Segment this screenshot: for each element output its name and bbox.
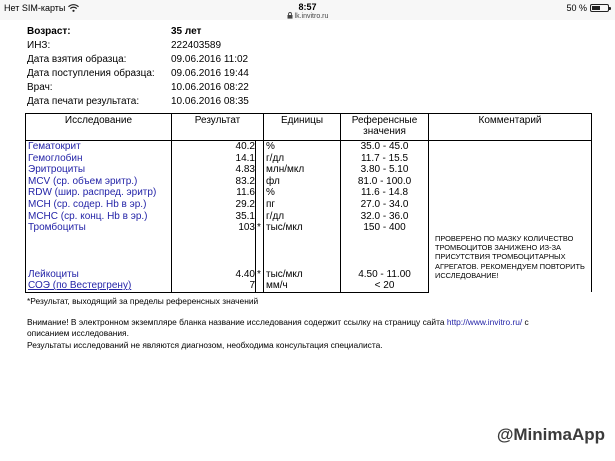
result-flag (256, 257, 264, 269)
header-result: Результат (172, 114, 264, 141)
reference-range: 27.0 - 34.0 (341, 199, 429, 211)
test-name[interactable]: СОЭ (по Вестергрену) (26, 280, 172, 292)
result-value: 40.2 (172, 141, 256, 153)
test-name[interactable]: RDW (шир. распред. эритр) (26, 187, 172, 199)
reference-range: 11.7 - 15.5 (341, 153, 429, 165)
test-name (26, 234, 172, 246)
result-flag (256, 153, 264, 165)
result-value: 11.6 (172, 187, 256, 199)
result-value (172, 257, 256, 269)
lab-report-page (0, 20, 615, 461)
result-flag (256, 234, 264, 246)
notice-suffix: с описанием исследования. (27, 317, 529, 338)
test-name (26, 245, 172, 257)
unit-value: г/дл (264, 153, 341, 165)
result-flag (256, 141, 264, 153)
result-flag: * (256, 269, 264, 281)
result-flag (256, 280, 264, 292)
unit-value: пг (264, 199, 341, 211)
doctor-label: Врач: (27, 82, 53, 93)
notice-prefix: Внимание! В электронном экземпляре бланка название исследования содержит ссылку на страницу сайта (27, 317, 447, 327)
header-reference: Референсные значения (341, 114, 429, 141)
unit-value: фл (264, 176, 341, 188)
result-value: 29.2 (172, 199, 256, 211)
doctor-value: 10.06.2016 08:22 (171, 82, 249, 93)
reference-range: 32.0 - 36.0 (341, 211, 429, 223)
unit-value (264, 245, 341, 257)
test-name[interactable]: Гемоглобин (26, 153, 172, 165)
print-date-label: Дата печати результата: (27, 96, 140, 107)
inz-label: ИНЗ: (27, 40, 51, 51)
battery-percent: 50 % (566, 3, 587, 13)
test-name[interactable]: Гематокрит (26, 141, 172, 153)
results-body (26, 141, 592, 293)
unit-value (264, 234, 341, 246)
sample-received-label: Дата поступления образца: (27, 68, 155, 79)
result-value (172, 234, 256, 246)
clock: 8:57 (298, 2, 317, 12)
result-flag (256, 176, 264, 188)
result-flag: * (256, 222, 264, 234)
table-header-row (26, 114, 592, 141)
status-right (566, 3, 609, 13)
footnote: *Результат, выходящий за пределы референсных значений (27, 296, 259, 306)
test-name[interactable]: Эритроциты (26, 164, 172, 176)
result-flag (256, 164, 264, 176)
carrier-label: Нет SIM-карты (4, 3, 66, 13)
result-value (172, 245, 256, 257)
reference-range: 3.80 - 5.10 (341, 164, 429, 176)
result-flag (256, 245, 264, 257)
age-value: 35 лет (171, 26, 202, 37)
status-bar (0, 0, 615, 20)
result-flag (256, 187, 264, 199)
url-text: lk.invitro.ru (294, 13, 329, 20)
unit-value: тыс/мкл (264, 222, 341, 234)
notice (27, 317, 572, 338)
result-value: 14.1 (172, 153, 256, 165)
header-comment: Комментарий (429, 114, 592, 141)
reference-range: 35.0 - 45.0 (341, 141, 429, 153)
result-value: 4.83 (172, 164, 256, 176)
reference-range: 81.0 - 100.0 (341, 176, 429, 188)
test-name[interactable]: MCV (ср. объем эритр.) (26, 176, 172, 188)
header-test: Исследование (26, 114, 172, 141)
result-value: 7 (172, 280, 256, 292)
result-value: 103 (172, 222, 256, 234)
reference-range (341, 234, 429, 246)
inz-value: 222403589 (171, 40, 222, 51)
reference-range: < 20 (341, 280, 429, 292)
sample-taken-value: 09.06.2016 11:02 (171, 54, 249, 65)
result-flag (256, 211, 264, 223)
unit-value: млн/мкл (264, 164, 341, 176)
test-name[interactable]: MCHC (ср. конц. Hb в эр.) (26, 211, 172, 223)
comment-cell: ПРОВЕРЕНО ПО МАЗКУ КОЛИЧЕСТВО ТРОМБОЦИТОВ ЗАНИЖЕНО ИЗ-ЗА ПРИСУТСТВИЯ ТРОМБОЦИТАРНЫХ АГРЕГАТОВ. РЕКОМЕНДУЕМ ПОВТОРИТЬ ИССЛЕДОВАНИЕ! (429, 141, 592, 293)
reference-range: 150 - 400 (341, 222, 429, 234)
battery-level (592, 6, 600, 10)
reference-range (341, 257, 429, 269)
header-units: Единицы (264, 114, 341, 141)
unit-value: мм/ч (264, 280, 341, 292)
reference-range: 4.50 - 11.00 (341, 269, 429, 281)
result-value: 4.40 (172, 269, 256, 281)
result-flag (256, 199, 264, 211)
results-table (25, 113, 592, 293)
reference-range (341, 245, 429, 257)
table-row (26, 141, 592, 153)
test-name[interactable]: Лейкоциты (26, 269, 172, 281)
lock-icon (287, 12, 293, 19)
sample-received-value: 09.06.2016 19:44 (171, 68, 249, 79)
invitro-link[interactable]: http://www.invitro.ru/ (446, 317, 523, 327)
unit-value: тыс/мкл (264, 269, 341, 281)
result-value: 35.1 (172, 211, 256, 223)
result-value: 83.2 (172, 176, 256, 188)
battery-icon (590, 4, 609, 12)
watermark: @MinimaApp (496, 425, 605, 444)
reference-range: 11.6 - 14.8 (341, 187, 429, 199)
print-date-value: 10.06.2016 08:35 (171, 96, 249, 107)
test-name[interactable]: MCH (ср. содер. Hb в эр.) (26, 199, 172, 211)
unit-value: % (264, 141, 341, 153)
age-label: Возраст: (27, 26, 71, 37)
unit-value: % (264, 187, 341, 199)
test-name (26, 257, 172, 269)
unit-value: г/дл (264, 211, 341, 223)
url-bar[interactable] (0, 12, 615, 20)
sample-taken-label: Дата взятия образца: (27, 54, 127, 65)
test-name[interactable]: Тромбоциты (26, 222, 172, 234)
disclaimer: Результаты исследований не являются диагнозом, необходима консультация специалиста. (27, 340, 383, 350)
unit-value (264, 257, 341, 269)
